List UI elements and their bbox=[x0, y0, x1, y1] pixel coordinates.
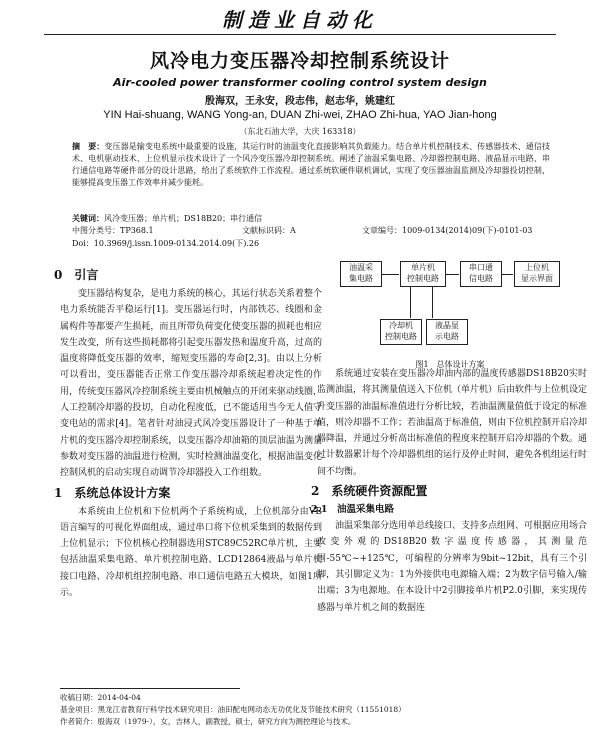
keywords bbox=[72, 213, 550, 224]
authors: 殷海双，王永安，段志伟，赵志华，姚建红 bbox=[205, 96, 395, 107]
right-column bbox=[311, 366, 588, 616]
footnote-received: 收稿日期：2014-04-04 bbox=[60, 693, 141, 702]
header-rule bbox=[44, 34, 556, 35]
block-mcu: 单片机 控制电路 bbox=[400, 261, 446, 287]
arrow-mcu-serial bbox=[445, 274, 459, 275]
block-sensor: 油温采 集电路 bbox=[340, 261, 382, 287]
hardware-subheading: 2.1 油温采集电路 bbox=[311, 504, 395, 516]
abstract bbox=[72, 140, 550, 189]
paper-title: 风冷电力变压器冷却控制系统设计 bbox=[149, 50, 450, 72]
footnote-rule bbox=[60, 688, 240, 689]
journal-header: 制造业自动化 bbox=[222, 8, 378, 32]
english-title: Air-cooled power transformer cooling control system design bbox=[113, 76, 487, 89]
classification bbox=[72, 225, 550, 236]
intro-heading: 0 引言 bbox=[54, 268, 99, 282]
keywords-text: 风冷变压器；单片机；DS18B20；串行通信 bbox=[104, 214, 263, 223]
intro-paragraph: 变压器结构复杂，是电力系统的核心，其运行状态关系着整个电力系统能否平稳运行[1]。变压器运行时，内部铁芯、线圈和金属构件等都要产生损耗，而且所带负荷变化使变压器的损耗也相应发生改变，所有这些损耗都将引起变压器发热和温度升高，过高的温度将降低变压器的效率，缩短变压器的寿命[2,3]。由以上分析可以看出，变压器能否正常工作变压器冷却系统起着决定性的作用，传统变压器风冷控制系统主要由机械触点的开闭来驱动线圈，人工控制冷却器的投切，自动化程度低，已不能适用当今无人值守变电站的需求[4]。笔者针对油浸式风冷变压器设计了一种基于单片机的变压器冷却控制系统，以变压器冷却油箱的顶层油温为测量参数对变压器的油温进行检测，实时检测油温变化，根据油温变化控制风机的启动实现自动调节冷却器投入工作组数。 bbox=[60, 289, 322, 479]
system-paragraph: 系统通过安装在变压器冷却油内部的温度传感器DS18B20实时监测油温，将其测量值送入下位机（单片机）后由软件与上位机设定升变压器的油温标准值进行分析比较，若油温测量值低于设定的标准值，则冷却器不工作；若油温高于标准值，则由下位机控制开启冷却器降温，并通过分析高出标准值的程度来控制开启冷却器的个数。通过计数器累计每个冷却器机组的运行及停止时间，避免各机组运行时间不均衡。 bbox=[317, 369, 588, 477]
design-paragraph: 本系统由上位机和下位机两个子系统构成，上位机部分由VB语言编写的可视化界面组成，通过串口将下位机采集到的数据传到上位机显示；下位机核心控制器选用STC89C52RC单片机，主要包括油温采集电路、单片机控制电路、LCD12864液晶与单片机接口电路、冷却机组控制电路、串口通信电路五大模块，如图1所示。 bbox=[60, 506, 322, 599]
affiliation: （东北石油大学，大庆 163318） bbox=[239, 127, 361, 136]
english-authors: YIN Hai-shuang, WANG Yong-an, DUAN Zhi-wei, ZHAO Zhi-hua, YAO Jian-hong bbox=[103, 109, 497, 121]
hardware-paragraph: 油温采集部分选用单总线接口、支持多点组网、可根据应用场合改变外观的DS18B20数字温度传感器，其测量范围-55℃~+125℃，可编程的分辨率为9bit~12bit，具有三个引脚，其引脚定义为：1为外接供电电源输入端；2为数字信号输入/输出端；3为电源地。在本设计中2引脚接单片机P2.0引脚，来实现传感器与单片机之间的数据连 bbox=[317, 521, 588, 613]
block-pc: 上位机 显示界面 bbox=[514, 261, 560, 287]
design-heading: 1 系统总体设计方案 bbox=[54, 485, 171, 500]
clc-number: 中图分类号：TP368.1 bbox=[72, 226, 154, 235]
hardware-heading: 2 系统硬件资源配置 bbox=[311, 484, 428, 499]
article-number: 文章编号：1009-0134(2014)09(下)-0101-03 bbox=[362, 226, 533, 235]
block-cooler: 冷却机 控制电路 bbox=[380, 319, 422, 345]
arrow-sensor-mcu bbox=[381, 274, 399, 275]
left-column bbox=[54, 264, 322, 601]
block-lcd: 液晶显 示电路 bbox=[426, 319, 468, 345]
footnote-author-bio: 作者简介：殷海双（1979-），女，吉林人，副教授，硕士，研究方向为测控理论与技术。 bbox=[60, 717, 356, 726]
arrow-serial-pc bbox=[501, 274, 513, 275]
line-mcu-cooler bbox=[410, 286, 411, 318]
block-serial: 串口通 信电路 bbox=[460, 261, 502, 287]
document-code: 文献标识码：A bbox=[242, 226, 296, 235]
line-mcu-lcd bbox=[432, 286, 433, 318]
figure-1-block-diagram bbox=[340, 257, 560, 357]
figure-caption: 图1 总体设计方案 bbox=[415, 360, 485, 369]
abstract-label: 摘 要： bbox=[72, 141, 105, 151]
keywords-label: 关键词： bbox=[72, 213, 104, 223]
footnote-fund: 基金项目：黑龙江省教育厅科学技术研究项目：油田配电网动态无功优化及节能技术研究（11551018） bbox=[60, 705, 406, 714]
doi: Doi：10.3969/j.issn.1009-0134.2014.09(下).26 bbox=[72, 239, 260, 248]
abstract-text: 变压器是输变电系统中最重要的设施，其运行时的油温变化直接影响其负载能力。结合单片机控制技术、传感器技术、通信技术、电机驱动技术、上位机显示技术设计了一个风冷变压器冷却控制系统。阐述了油温采集电路、冷却器控制电路、液晶显示电路、串行通信电路等硬件部分的设计思路，给出了系统软件工作流程。通过系统软硬件联机调试，实现了变压器油温监测及冷却器投切控制，能够提高变压器工作效率并减少能耗。 bbox=[72, 142, 551, 187]
